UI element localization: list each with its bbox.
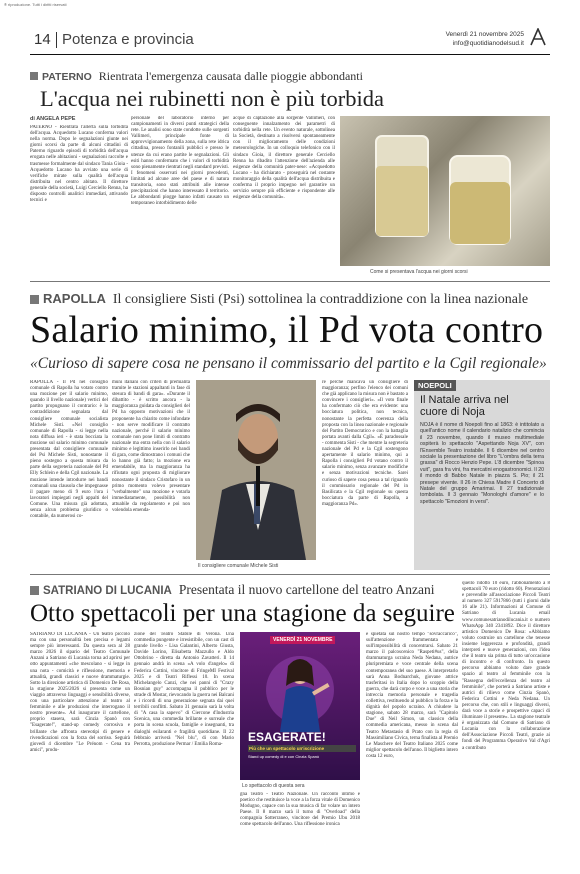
page-number: 14	[34, 31, 51, 48]
kicker: RAPOLLA	[43, 291, 106, 306]
show-poster	[240, 632, 360, 780]
photo-caption: Lo spettacolo di questa sera	[242, 783, 305, 789]
header-rule	[30, 54, 550, 55]
kicker-square	[30, 72, 38, 80]
article-column: e spietata sul nostro tempo "sovraccarico", sull'attenzione frammentata e sull'impossibilità di concentrarsi. Sabato 21 marzo il palcoscenico "Raspeti#us", della drammaturga ucraina Neda Nedana, autrice pluripremiata e voce centrale della scena contemporanea del suo paese. A interpretarlo sarà Anna Bodnarchuk, giovane attrice trasferitasi in Italia dopo lo scoppio della guerra, che darà corpo e voce a una storia che intreccia memoria personale e tragedia collettiva, restituendo al pubblico la forza e la dignità del popolo ucraino. A chiudere la stagione, sabato 28 marzo, sarà "Capitolo Due" di Neil Simon, un classico della commedia americana, messo in scena dal Teatro Metastasio di Prato con la regia di Massimiliano Civica, terna finalista al Premio Le Maschere del Teatro Italiano 2025 come miglior spettacolo dell'anno. Il biglietto intero costa 12 euro,	[366, 632, 458, 759]
article-column: acque di captazione alla sorgente Vallimeri, con conseguente innalzamento dei parametri di torbidità nella rete. Un evento naturale, sottolinea la Società, destinato a risolversi spontaneamente con il miglioramento delle condizioni meteorologiche. In un colloquio telefonico con il sindaco Gioia, il direttore generale Cerciello Renna ha ribadito l'attenzione dell'azienda alle esigenze della comunità pater-nese: «Acquedotto Lucano - ha dichiarato - proseguirà nel costante monitoraggio della qualità dell'acqua distribuita e conferma il proprio impegno nel garantire un servizio sempre più efficiente e rispondente alle esigenze della comunità».	[233, 116, 335, 201]
kicker-line	[30, 67, 363, 81]
section-rule	[30, 281, 550, 282]
page-header	[0, 28, 580, 54]
article-column: muni italiani con criteri di premialità tramite le stazioni appaltanti in fase di stesura di bandi di gara». «Durante il dibattito - è scritto ancora - la maggioranza guidata da consiglieri del Pd ha opposto motivazioni che il proponente ha chiarito come infondate - non serve modificare il contratto nazionale, perché il salario minimo comunale non pone limiti di contratto nazionale ma entra nella con il salario minimo e legittimo inserirlo nei bandi di gara, come dimostrano i comuni che lo hanno già fatto; la mozione era emendabile, ma la maggioranza ha rifiutato ogni proposta di migliorare nonostante il sindaco Cristofaro in un primo momento volevo presentare "verbalmente" una mozione e votarla immediatamente, possibilità non attuabile da regolamento e poi non volendola emenda-	[112, 380, 190, 513]
sidebar-body: NOJA è il nome di Noepoli fino al 1863: è intitolato a quell'antico nome il calendario natalizio che comincia il 23 novembre, quando il museo multimediale ospiterà lo spettacolo "Aspettando Noja XV", con l'Ensemble Teatro instabile. Il 6 dicembre nel centro sociale la presentazione del libro "L'ombra della terra grassa" di Rocco Henzio Pepe. L'8 dicembre "Spinoa vuit", gara fra vini, fra mercatini enogastronomici. Il 20 il mondo di Babbo Natale in piazza S. Pio; il 21 presepe vivente. Il 26 in Chiesa Madre il Concerto di Natale del gruppo Amarimai. Il 27 tradizionale tombolata. Il 3 gennaio "Monologhi d'amore" e lo spettacolo "Emozioni in versi".	[420, 422, 544, 505]
article-column: PATERNO - Rientrata l'allerta sulla torbidità dell'acqua. Acquedotto Lucano conferma valori nella norma. Dopo le segnalazioni giunte nei giorni scorsi da parte di alcuni cittadini di Paterno riguardo episodi di torbidità dell'acqua erogata nelle abitazioni - segnalazioni raccolte e trasmesse formalmente dal sindaco Tania Gioia - Acquedotto Lucano ha avviato una serie di verifiche mirate sulla qualità dell'acqua distribuita nel centro abitato. Il direttore generale della società, Luigi Cerciello Renna, ha disposto controlli analitici immediati, attivando tecnici e	[30, 125, 128, 204]
newspaper-logo-icon	[530, 28, 546, 46]
poster-subtitle-2: Stand up comedy di e con Cinzia Spanò	[248, 754, 320, 759]
section-rule	[30, 574, 550, 575]
header-divider	[56, 32, 57, 48]
kicker-line	[30, 290, 528, 308]
section-title: Potenza e provincia	[62, 31, 194, 48]
header-date: Venerdì 21 novembre 2025	[445, 31, 524, 38]
article-column: gna Teatro - Teatro Nazionale. Un racconto intimo e poetico che restituisce la voce a la forza vitale di Domenico Modugno, capace con la sua musica di far volare un intero Paese. Il 8 marzo sarà il turno di "Overload" della compagnia Sotterraneo, vincitore del Premio Ubu 2018 come spettacolo dell'anno. Una riflessione ironica	[240, 792, 360, 828]
article-column: RAPOLLA - Il Pd nel consiglio comunale di Rapolla ha votato contro una mozione per il salario minimo, quando il livello nazionale) vertici del partito propugnano il contrario: è la contraddizione segnalata dal consigliere comunale socialista Michele Sisti. «Nel consiglio comunale di Rapolla - si legge nella nota diffusa ieri - è stata bocciata la mozione sul salario minimo comunale presentata dal consigliere comunale del Psi Michele Sisti, nonostante il pieno sostegno a questa misura da parte della segreteria nazionale del Pd Elly Schlein e della Cgil nazionale. La mozione intende introdurre nei bandi comunali una clausola che impegnasse il pagare meno di 9 euro l'ora i lavoratori impiegati negli appalti del Comune. Una misura già adottata, senza alcun problema giuridico o contabile, da numerosi co-	[30, 380, 108, 520]
sidebar-kicker: NOEPOLI	[414, 380, 456, 391]
kicker: PATERNO	[42, 71, 92, 83]
article-column: quello ridotto 10 euro, l'abbonamento a 8 spettacoli 70 euro (ridotto 60). Prenotazioni e prevendite all'associazione Piccoli Teatri al numero 327 5917866 (tutti i giorni dalle 16 alle 21). Informazioni al Comune di Satriano di Lucania email www.comunesatrianodilucania.it o numero WhatsApp 340 2341892. Dice il direttore artistico Domenico De Rosa: «Abbiamo voluto costruire un cartellone che tenesse insieme leggerezza e profondità, grandi interpreti e nuove generazioni, con l'idea che il teatro sia prima di tutto un'occasione di incontro e di confronto. In questo percorso abbiamo voluto dare grande spazio al teatro al femminile con la "Rassegna dell'eccellenza del teatro al femminile", che porterà a Satriano artiste e autrici di rilievo come Cinzia Spanò, Federica Cottini e Neda Nedana. Un percorso che, con stili e linguaggi diversi, darà voce a storie e prospettive capaci di illuminare il presente». La stagione teatrale è organizzata dal Comune di Satriano di Lucania con la collaborazione dell'Associazione Piccoli Teatri, grazie ai fondi del Programma Operativo Val d'Agri a contributo	[462, 581, 550, 751]
photo-caption: Come si presentava l'acqua nei giorni scorsi	[370, 269, 468, 275]
headline: Otto spettacoli per una stagione da seguire	[30, 600, 455, 627]
article-column: SATRIANO DI LUCANIA - Un teatro piccolo ma con una personalità ben precisa e legami sempre più interessanti. Da questa sera al 28 marzo 2026 il sipario del Teatro Comunale Anzani a Satriano di Lucania torna ad aprirsi per otto appuntamenti «che mescolano - si legge in una nota - comicità e riflessione, memoria e attualità, grandi classici e nuove drammaturgie. Sotto la direzione artistica di Domenico De Rosa, la stagione 2025/2026 si presenta come un viaggio attraverso linguaggi e sensibilità diverse, con una particolare attenzione al teatro al femminile e alle produzioni che interrogano il nostro presente». Ad inaugurare il cartellone, proprio stasera, sarà Cinzia Spanò con "Esagerate!", stand-up comedy corrosiva e brillante che affronta stereotipi di genere e rivendicazioni con la forza del sorriso. Seguirà giovedì 4 dicembre "Le Prénom - Cena tra amici", produ-	[30, 632, 130, 753]
kicker: SATRIANO DI LUCANIA	[43, 585, 172, 597]
kicker-text: Presentata il nuovo cartellone del teatro Anzani	[178, 582, 435, 597]
article-column: zione del Teatro Stabile di Verona. Una commedia pungente e irresistibile, con un cast di grande livello - Lisa Galantini, Alberto Giusta, Davide Lorino, Elisabetta Mazzullo e Aldo Ottobrino - diretta da Antonio Zavatteri. Il 14 gennaio andrà in scena «A volo d'angelo» di Federica Cottini, vincitore di FringeMI Festival 2025 e di Teatri Riflessi 10. In scena Michelangelo Canzi, che nei panni di "Crazy Bosnian guy" accompagna il pubblico per le strade di Mostar, rievocando la guerra nei Balcani e i ricordi di una generazione segnata dai quei terribili conflitti. Sabato 31 gennaio sarà la volta di "A casa la sapevo" di Ciercone d'Industria Scenica, una commedia brillante e surreale che porta in scena scuola, famiglie e insegnanti, tra dialoghi esilaranti e fragilità quotidiane. Il 22 febbraio arriverà "Nel blu", di con Mario Perrotta, produzione Permar / Emilia Roma-	[134, 632, 234, 747]
article-column: personale del laboratorio interno per campionamenti in diversi punti strategici della rete. Le analisi sono state condotte sulle sorgenti Vallimeri, principale fonte di approvvigionamento della zona, sulla rete idrica cittadina, presso fontanili pubblici e presso le utenze da cui erano partite le segnalazioni. Gli esiti hanno confermato che i valori di torbidità sono pienamente rientrati negli standard previsti. I fenomeni osservati nei giorni precedenti, limitati ad alcune aree del paese e di natura transitoria, sono stati attribuiti alle intense precipitazioni che hanno interessato il territorio. Le abbondanti piogge hanno infatti causato un temporaneo intorbidimento delle	[131, 116, 229, 207]
byline: di ANGELA PEPE	[30, 116, 76, 122]
photo-caption: Il consigliere comunale Michele Sisti	[198, 563, 279, 569]
kicker-line	[30, 581, 435, 599]
header-site: info@quotidianodelsud.it	[452, 40, 524, 47]
copyright-note: ® riproduzione. Tutti i diritti riservati	[4, 2, 67, 7]
sidebar-box	[414, 380, 550, 570]
poster-subtitle: Più che un spettacolo un'iscrizione	[248, 745, 356, 752]
headline: L'acqua nei rubinetti non è più torbida	[40, 86, 384, 111]
kicker-text: Rientrata l'emergenza causata dalle pioggie abbondanti	[98, 69, 363, 83]
subhead: «Curioso di sapere cosa ne pensano il commissario del partito e la Cgil regionale»	[30, 355, 547, 372]
councillor-photo	[196, 380, 316, 560]
headline: Salario minimo, il Pd vota contro	[30, 309, 544, 351]
article-column: re perché mancava un consigliere di maggioranza; perfino l'elenco dei comuni che già applicano la misura non è bastato a convincere i consiglieri». «Il voto finale ha confermato ciò che era evidente: una bocciatura politica, non tecnica, nonostante la perfetta coerenza della proposta con la linea nazionale e regionale del Partito Democratico e con la battaglia portata avanti dalla Cgil». «È paradossale - commenta Sisti - che mentre la segreteria nazionale del Pd e la Cgil sostengono apertamente il salario minimo, qui a Rapolla i consiglieri Pd votano contro il salario minimo, senza avanzare modifiche e senza motivazioni tecniche. Sarei curioso di sapere cosa pensa a tal riguardo il commissario regionale del Pd in Basilicata e la Cgil regionale su questa bocciatura da parte di Rapolla, a maggioranza Pd».	[322, 380, 408, 507]
kicker-square	[30, 295, 39, 304]
water-glass-photo	[340, 116, 550, 266]
sidebar-title: Il Natale arriva nel cuore di Noja	[420, 394, 509, 418]
kicker-text: Il consigliere Sisti (Psi) sottolinea la contraddizione con la linea nazionale	[112, 292, 529, 307]
poster-date: VENERDÌ 21 NOVEMBRE	[270, 636, 335, 644]
poster-title: ESAGERATE!	[248, 730, 326, 744]
kicker-square	[30, 586, 39, 595]
